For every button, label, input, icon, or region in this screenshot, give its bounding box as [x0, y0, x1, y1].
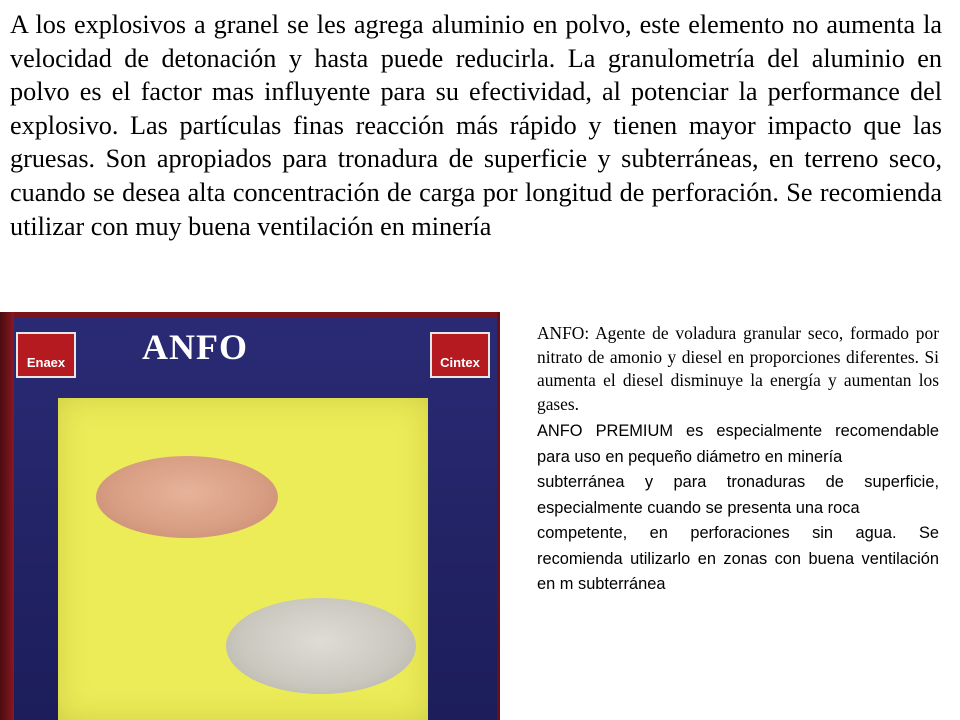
photo-left-border: [0, 312, 14, 720]
anfo-premium-text-2: subterránea y para tronaduras de superficie, especialmente cuando se presenta una roca: [537, 473, 939, 517]
anfo-premium-text-3: competente, en perforaciones sin agua. Se recomienda utilizarlo en zonas con buena ventilación en m subterránea: [537, 524, 939, 594]
anfo-photo: [0, 312, 500, 720]
anfo-definition: ANFO: Agente de voladura granular seco, formado por nitrato de amonio y diesel en proporciones diferentes. Si aumenta el diesel disminuye la energía y aumentan los gases.: [537, 323, 939, 414]
yellow-paper: [58, 398, 428, 720]
anfo-premium-text: ANFO PREMIUM es especialmente recomendable para uso en pequeño diámetro en minería: [537, 422, 939, 466]
pink-anfo-pile: [96, 456, 278, 538]
side-description: [537, 322, 939, 598]
photo-title: ANFO: [142, 327, 248, 367]
enaex-logo: Enaex: [16, 332, 76, 378]
intro-paragraph: A los explosivos a granel se les agrega aluminio en polvo, este elemento no aumenta la velocidad de detonación y hasta puede reducirla. La granulometría del aluminio en polvo es el factor mas influyente para su efectividad, al potenciar la performance del explosivo. Las partículas finas reacción más rápido y tienen mayor impacto que las gruesas. Son apropiados para tronadura de superficie y subterráneas, en terreno seco, cuando se desea alta concentración de carga por longitud de perforación. Se recomienda utilizar con muy buena ventilación en minería: [10, 10, 942, 241]
cintex-logo: Cintex: [430, 332, 490, 378]
photo-top-border: [0, 312, 497, 318]
gray-anfo-pile: [226, 598, 416, 694]
